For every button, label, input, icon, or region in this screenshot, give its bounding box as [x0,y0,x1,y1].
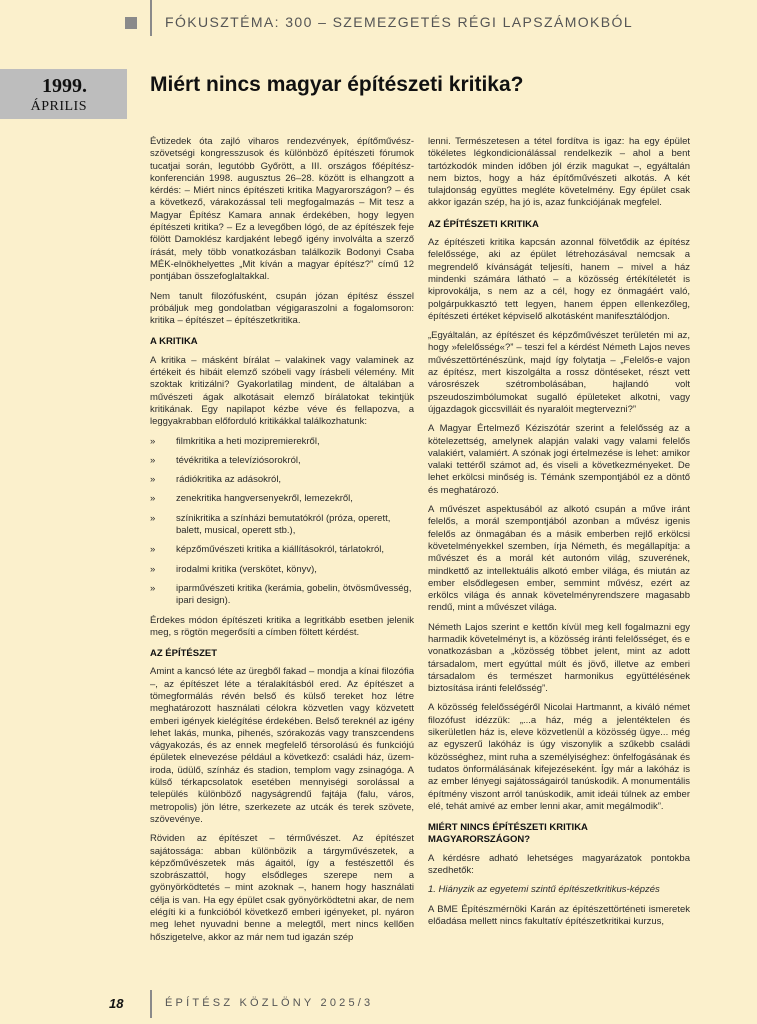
paragraph: A kérdésre adható lehetséges magyarázatok pontokba szedhetők: [428,852,690,877]
list-item: » filmkritika a heti mozipremierekről, [150,435,320,447]
paragraph: Röviden az építészet – térművészet. Az építészet sajátossága: abban különbözik a tárgyművészetek, a képzőművészetek más ágaitól, így a festészettől és szobrászattól, hogy elsődleges szerepe nem a gyönyörködtetés – mint azoknak –, hanem hogy használati célja is van. Ha egy épület csak gyönyörködtetni akar, de nem elégíti ki a funkcióból következő emberi igényeket, pl. nyáron meg lehet nyuvadni benne a melegtől, mert nincs kellően hőszigetelve, akkor az már nem tud igazán szép [150,833,414,943]
right-column [428,136,690,935]
paragraph: A kritika – másként bírálat – valakinek vagy valaminek az értékeit és hibáit elemző szóbeli vagy írásbeli vélemény. Mit szoktak kritizálni? Gyakorlatilag mindent, de általában a művészeti ágak alkotásait elemző bírálatokat tekintjük kritikának. Egy napilapot kézbe véve és fellapozva, a leggyakrabban előforduló kritikákkal találkozhatunk: [150,354,414,428]
bullet-icon: » [150,544,156,556]
paragraph: „Egyáltalán, az építészet és képzőművészet területén mi az, hogy »felelősség«?” – teszi fel a kérdést Németh Lajos neves művészettörténészünk, majd így folytatja – „Felelős-e vajon az építész, mert kiszolgálta a rossz döntéseket, részt vett városrészek szétrombolásában, hajlandó volt pszeudoszimbólumokat sugalló épületeket alkotni, vagy újgazdagok giccsvilláit és nyaralóit megtervezni?” [428,330,690,415]
list-item: » iparművészeti kritika (kerámia, gobelin, ötvösművesség, ipari design). [150,582,412,607]
paragraph: A Magyar Értelmező Kéziszótár szerint a felelősség az a kötelezettség, amelynek alapján valaki vagy valami felelős valakiért, valamiért. A szónak jogi értelmezése is lehet: amikor valaki tettéről számot ad, és viseli a következményeket. De lehet erkölcsi minőség is. Témánk szempontjából ez a döntő és meghatározó. [428,423,690,496]
paragraph: Nem tanult filozófusként, csupán józan építész ésszel próbáljuk meg gondolatban végigaraszolni a fogalomsoron: kritika – építészet – építészetkritika. [150,290,414,327]
header-marker [125,17,137,29]
issue-year: 1999. [42,75,87,97]
list-item: » zenekritika hangversenyekről, lemezekről, [150,493,353,505]
paragraph: Amint a kancsó léte az üregből fakad – mondja a kínai filozófia –, az építészet léte a téralakításból ered. Az építészet a tömegformálás révén belső és külső tereket hoz létre meghatározott használati célokra közvetlen vagy közvetett emberi igények kielégítése érdekében. Belső tereknél az igény lehet lakás, munka, pihenés, szórakozás vagy transzcendens vágyakozás, és az ennek megfelelő térsorolású és funkciójú épületek elnevezése például a következő: családi ház, üzem-iroda, üdülő, színház és stadion, templom vagy zsinagóga. A külső térkapcsolatok esetében mennyiségi sorolással a település különböző nagyságrendű fajtája (falu, város, metropolis) jön létre, szerkezete az utcák és terek szövete, szövevénye. [150,666,414,825]
list-item: » irodalmi kritika (verskötet, könyv), [150,563,317,575]
paragraph: Az építészeti kritika kapcsán azonnal fölvetődik az építész felelőssége, aki az épület létrehozásával nemcsak a megrendelő kívánságát teljesíti, hanem – mivel a ház mindenki számára látható – a közösség értékítéletét is kiprovokálja, s nem az a cél, hogy ez önmagáért való, polgárpukkasztó tett legyen, hanem éppen ellenkezőleg, építészeti értéket képviselő alkotásként manifesztálódjon. [428,237,690,322]
critique-list [150,436,414,608]
bullet-icon: » [150,512,156,524]
bullet-icon: » [150,435,156,447]
paragraph: A művészet aspektusából az alkotó csupán a műve iránt felelős, a morál szempontjából azonban a művész igenis felelős az önmagában és a másik emberben rejlő erkölcsi követelményekkel szemben, írja Németh, és megállapítja: a művészet és a morál két autonóm világ, szuverének, mindkettő az intellektuális alkotó ember világa, és miután az ember elsődlegesen ember, semmint művész, ezért az erkölcs világa és annak követelményrendszere magasabb rendű, mint a művészet világa. [428,504,690,614]
section-heading: AZ ÉPÍTÉSZETI KRITIKA [428,218,539,230]
running-title: FÓKUSZTÉMA: 300 – SZEMEZGETÉS RÉGI LAPSZÁMOKBÓL [165,14,634,30]
article-title: Miért nincs magyar építészeti kritika? [150,73,524,96]
left-column [150,136,414,951]
bullet-icon: » [150,493,156,505]
paragraph: Németh Lajos szerint e kettőn kívül meg kell fogalmazni egy harmadik követelményt is, a közösség iránti felelősséget, és e vonatkozásban a „közösség többet jelent, mint az adott társadalom, mert egyúttal múlt és jövő, illetve az emberi társadalom és természet harmonikus együttélésének biztosítása iránti felelősség”. [428,621,690,695]
bullet-icon: » [150,454,156,466]
bullet-icon: » [150,474,156,486]
section-heading: MIÉRT NINCS ÉPÍTÉSZETI KRITIKA MAGYARORSZÁGON? [428,822,588,846]
list-item: » tévékritika a televíziósorokról, [150,454,301,466]
bullet-icon: » [150,563,156,575]
list-item: » színikritika a színházi bemutatókról (próza, operett, balett, musical, operett stb.), [150,512,391,537]
list-item: » képzőművészeti kritika a kiállításokról, tárlatokról, [150,544,385,556]
section-heading: AZ ÉPÍTÉSZET [150,648,218,660]
paragraph: A BME Építészmérnöki Karán az építészettörténeti ismeretek előadása mellett nincs fakultatív építészetkritikai kurzus, [428,903,690,927]
list-item: » rádiókritika az adásokról, [150,474,282,486]
header-divider [150,0,152,36]
page-number: 18 [109,996,124,1011]
issue-month: ÁPRILIS [30,99,87,114]
paragraph: Érdekes módon építészeti kritika a legritkább esetben jelenik meg, s rögtön megerősíti a címben föltett kérdést. [150,614,414,638]
section-heading: A KRITIKA [150,336,198,348]
paragraph: A közösség felelősségéről Nicolai Hartmannt, a kiváló német filozófust idézzük: „...a ház, még a jelentéktelen és sikerületlen ház is, eleve közvetlenül a közösség ügye... még az egyszerű lakóház is úgy viszonylik a szűkebb családi közösséghez, mint ruha a személyiséghez: önfelfogásának és tudatos önformálásának kifejezéseként. Így már a lakóház is az ember lényegi sajátosságairól tanúskodik. A monumentális építmény viszont arról tanúskodik, amit ideái túlnek az ember elé, tehát amivé az ember lenni akar, amit megálmodik”. [428,702,690,812]
numbered-point: 1. Hiányzik az egyetemi szintű építészetkritikus-képzés [428,884,660,896]
bullet-icon: » [150,582,156,594]
issue-date-block [0,69,127,119]
paragraph: Évtizedek óta zajló viharos rendezvények, építőművész-szövetségi kongresszusok és különböző építészeti fórumok tucatjai során, legutóbb Győrött, a III. országos főépítész-konferencián 1998. augusztus 26–28. között is elhangzott a kérdés: – Miért nincs építészeti kritika Magyarországon? – és a következő, várakozással teli megfogalmazás – Mit tesz a Magyar Építész Kamara annak érdekében, hogy legyen építészeti kritika? – Ez a levegőben lógó, de az építészek feje fölött Damoklész kardjaként lebegő igény involválta a szerző írását, mely több vonatkozásban találkozik Bodonyi Csaba MÉK-elnökhelyettes „Mit kíván a magyar építész?” című 12 pontjában összefoglaltakkal. [150,136,414,283]
magazine-name: ÉPÍTÉSZ KÖZLÖNY 2025/3 [165,997,374,1009]
footer-divider [150,990,152,1018]
paragraph: lenni. Természetesen a tétel fordítva is igaz: ha egy épület tökéletes légkondicionálással rendelkezik – ahol a bent tartózkodók minden időben jól érzik magukat –, egyáltalán nem biztos, hogy a ház építőművészeti alkotás. A két tulajdonság együttes megléte követelmény. Egy épület csak akkor igazán szép, ha jó is, azaz funkciójának megfelel. [428,136,690,209]
